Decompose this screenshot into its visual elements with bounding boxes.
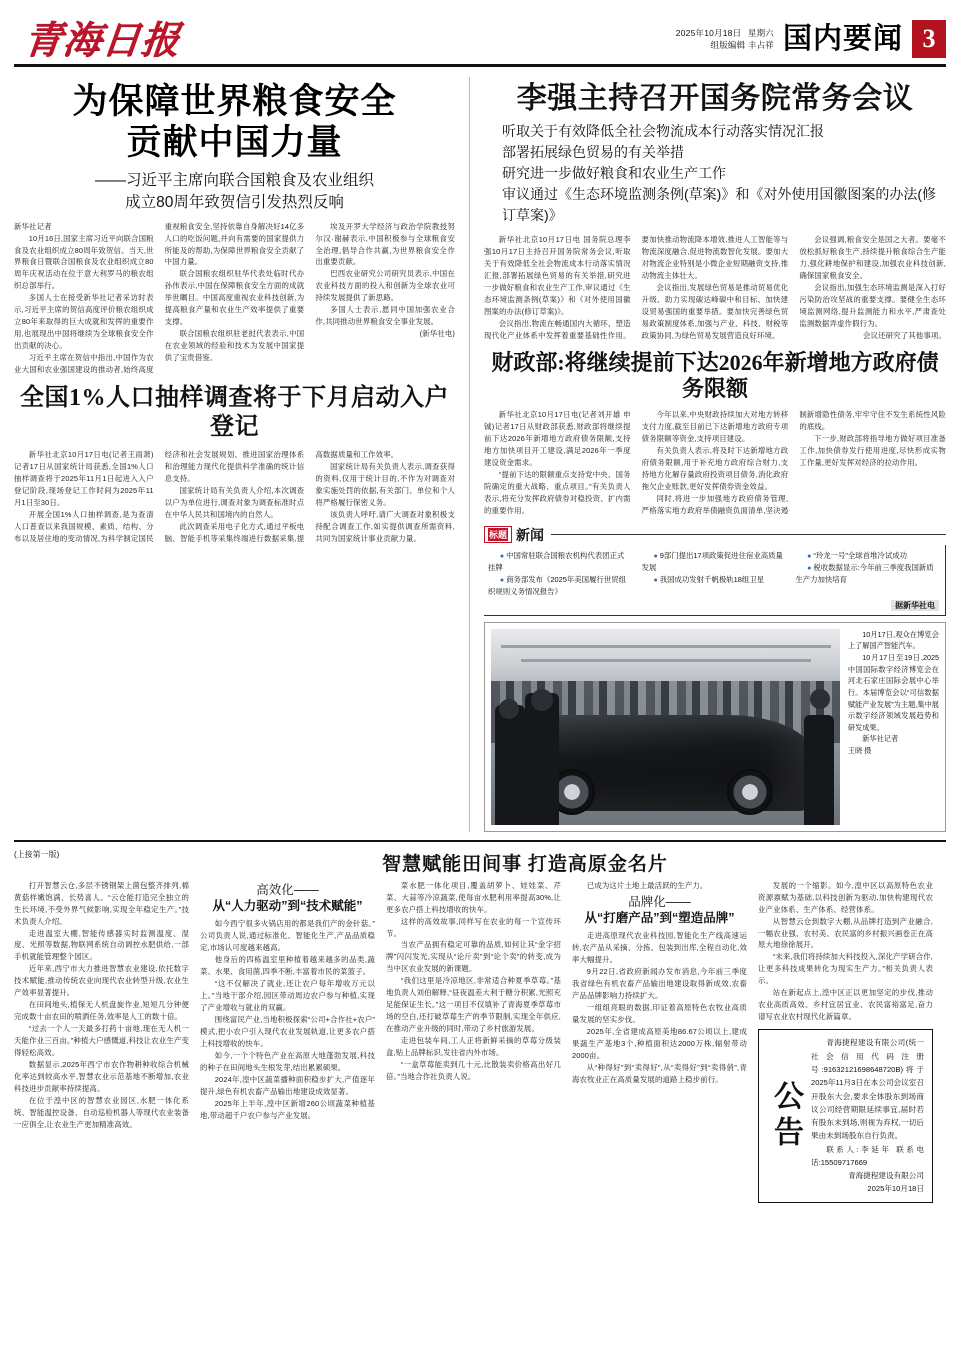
paragraph: 联合国粮农组织驻老挝代表表示,中国在农业领域的经验和技术为发展中国家提供了宝贵借鉴。 — [164, 329, 305, 363]
kicker-1-title: 高效化—— — [256, 882, 319, 897]
photo-credit-name: 王晓 摄 — [847, 746, 872, 756]
masthead — [14, 0, 946, 62]
paragraph: 走进温室大棚,智能传感器实时监测温度、湿度、光照等数据,物联网系统自动调控水肥供给,一部手机就能管理整个园区。 — [14, 928, 189, 962]
photo-caption — [848, 629, 939, 825]
photo-beam — [501, 645, 831, 648]
notice-label: 公告 — [769, 1080, 802, 1153]
paragraph: 数据显示,2025年西宁市农作物耕种收综合机械化率达到较高水平,智慧农业示范基地不断增加,农业科技进步贡献率持续提高。 — [14, 1060, 189, 1094]
left-main-subhead — [14, 170, 455, 215]
photo-visitor-head — [810, 689, 830, 709]
paragraph: “提前下达的限额重点支持党中央、国务院确定的重大战略、重点项目。”有关负责人表示,将充分发挥政府债券对稳投资、扩内需的重要作用。 — [484, 469, 631, 515]
paragraph: 埃及开罗大学经济与政治学院教授努尔汉·谢赫表示,中国积极参与全球粮食安全治理,倡导合作共赢,为世界粮食安全作出重要贡献。 — [315, 221, 456, 267]
paragraph: 走进高原现代农业科技园,智能化生产线高速运转,农产品从采摘、分拣、包装到出库,全程自动化,效率大幅提升。 — [572, 931, 747, 965]
paragraph: 下一步,财政部将指导地方做好项目准备工作,加快债券发行使用进度,尽快形成实物工作量,更好发挥对经济的拉动作用。 — [799, 433, 946, 467]
bottom-col-4 — [572, 880, 747, 1203]
subhead-line-1: ——习近平主席向联合国粮食及农业组织 — [95, 171, 375, 189]
bottom-col-4-body — [572, 880, 747, 892]
paragraph: 多国人士在接受新华社记者采访时表示,习近平主席的贺信高度评价粮农组织成立80年来取得的巨大成就和发挥的重要作用,也展现出中国将继续为全球粮食安全作出贡献的决心。 — [14, 293, 154, 351]
right-main-body — [484, 234, 946, 342]
photo-visitor-head — [499, 699, 519, 719]
headline-news-item[interactable]: ● 中国常驻联合国粮农机构代表团正式挂牌 — [488, 550, 632, 574]
right-column — [484, 77, 946, 832]
paragraph: 如今,一个个特色产业在高原大地蓬勃发展,科技的种子在田间地头生根发芽,结出累累硕果。 — [200, 1051, 375, 1073]
shoulder-line: 部署拓展绿色贸易的有关举措 — [502, 144, 684, 160]
paragraph: 在田间地头,植保无人机盘旋作业,短短几分钟便完成数十亩农田的喷洒任务,效率是人工的数十倍。 — [14, 1000, 189, 1022]
photo-visitor-head — [531, 689, 553, 711]
paragraph: 2025年上半年,湟中区新增260公顷蔬菜种植基地,带动超千户农户参与产业发展。 — [200, 1099, 375, 1121]
paragraph: 他身后的四栋温室里种植着越来越多的品类,蔬菜、水果、食用菌,四季不断,丰富着市民的菜篮子。 — [200, 955, 375, 977]
paragraph: 联合国粮农组织驻华代表处临时代办孙伟表示,中国在保障粮食安全方面的成就举世瞩目。中国高度重视农业科技创新,为提高粮食产量和农业生产效率提供了重要支撑。 — [164, 269, 305, 327]
masthead-right — [676, 20, 946, 60]
kicker-2-sub: 从“打磨产品”到“塑造品牌” — [584, 911, 735, 926]
left-second-headline: 全国1%人口抽样调查将于下月启动入户登记 — [20, 385, 450, 441]
right-main-shoulder — [484, 121, 946, 226]
bottom-section-divider — [14, 840, 946, 842]
editor-name: 丰占祥 — [747, 40, 774, 50]
headline-news-body — [484, 545, 946, 616]
shoulder-line: 听取关于有效降低全社会物流成本行动落实情况汇报 — [502, 123, 824, 139]
paragraph: 10月16日,国家主席习近平向联合国粮食及农业组织成立80周年致贺信。当天,世界粮食日暨联合国粮食及农业组织成立80周年庆祝活动在位于意大利罗马的粮农组织总部举行。 — [14, 233, 154, 291]
bottom-col-1-body — [14, 880, 189, 1132]
paragraph: 会议还研究了其他事项。 — [863, 330, 946, 340]
paragraph: 此次调查采用电子化方式,通过平板电脑、智能手机等采集终端进行数据采集,提高数据质量和工作效率。 — [164, 449, 399, 543]
photo-block — [484, 622, 946, 832]
paragraph: “这不仅解决了就业,还让农户每年增收万元以上。”当地干部介绍,园区带动周边农户参与种植,实现了产业增收与就业的双赢。 — [200, 979, 375, 1013]
right-main-headline: 李强主持召开国务院常务会议 — [516, 82, 914, 115]
left-main-headline — [14, 81, 455, 164]
headline-news-tag — [484, 526, 512, 543]
notice-date: 2025年10月18日 — [867, 1184, 924, 1194]
photo-visitor — [495, 705, 525, 825]
paragraph: 会议指出,发展绿色贸易是推动贸易优化升级、助力实现碳达峰碳中和目标、加快建设贸易强国的重要举措。要加快完善绿色贸易政策制度体系,加强与产业、科技、财税等政策协同,为绿色贸易发展营造良好环境。 — [641, 282, 789, 340]
left-second-body — [14, 449, 455, 545]
paragraph: 同时,将进一步加强地方政府债务管理,严格落实地方政府举债融资负面清单,坚决遏制新增隐性债务,牢牢守住不发生系统性风险的底线。 — [641, 409, 946, 515]
bottom-col-1 — [14, 880, 189, 1203]
bottom-col-4-body-2 — [572, 930, 747, 1086]
continued-from-note: (上接第一版) — [14, 849, 60, 859]
kicker-2 — [572, 894, 747, 928]
notice-company: 青海捷程建设有限公司 — [848, 1171, 924, 1181]
paragraph: 国家统计局有关负责人表示,调查获得的资料,仅用于统计目的,不作为对调查对象实施处罚的依据,有关部门、单位和个人将严格履行保密义务。 — [315, 461, 456, 507]
paragraph: 当农产品拥有稳定可靠的品质,如何让其“金字招牌”闪闪发光,实现从“论斤卖”到“论个卖”的转变,成为当中区农业发展的新课题。 — [386, 940, 561, 974]
photo-car-wheel — [727, 769, 773, 815]
headline-news-rule — [551, 534, 946, 535]
paragraph: 围绕富民产业,当地积极探索“公司+合作社+农户”模式,把小农户引入现代农业发展轨道,让更多农户搭上科技增收的快车。 — [200, 1015, 375, 1049]
headline-line-1: 为保障世界粮食安全 — [72, 82, 397, 121]
headline-line-2: 贡献中国力量 — [126, 123, 343, 163]
paragraph: 今年以来,中央财政持续加大对地方转移支付力度,截至目前已下达新增地方政府专项债务限额等资金,支持项目建设。 — [641, 409, 789, 443]
notice-contact: 联系人:李延年 联系电话:15509717669 — [811, 1144, 924, 1167]
byline: 新华社记者 — [14, 221, 52, 231]
paragraph: 国家统计局有关负责人介绍,本次调查以户为单位进行,调查对象为调查标准时点在中华人民共和国境内的自然人。 — [164, 485, 305, 519]
paragraph: 走进包装车间,工人正将新鲜采摘的草莓分级装盒,贴上品牌标识,发往省内外市场。 — [386, 1036, 561, 1058]
masthead-logo-wrap[interactable] — [14, 20, 183, 62]
paragraph: 习近平主席在贺信中指出,中国作为农业大国和农业强国建设的推动者,始终高度重视粮食安全,坚持依靠自身解决好14亿多人口的吃饭问题,并向有需要的国家提供力所能及的帮助,为保障世界粮食安全贡献了中国力量。 — [14, 221, 305, 375]
masthead-divider — [14, 64, 946, 67]
bottom-col-3-body — [386, 880, 561, 1084]
paragraph: 从“种得好”到“卖得好”,从“卖得好”到“卖得俏”,青海农牧业正在高质量发展的道路上稳步前行。 — [572, 1063, 747, 1085]
bottom-columns — [14, 880, 946, 1203]
kicker-1-sub: 从“人力驱动”到“技术赋能” — [212, 899, 363, 914]
column-separator — [469, 77, 470, 832]
public-notice-box — [758, 1029, 933, 1202]
paragraph: 新华社北京10月17日电 国务院总理李强10月17日主持召开国务院常务会议,听取关于有效降低全社会物流成本行动落实情况汇报,部署拓展绿色贸易的有关举措,研究进一步做好粮食和农业生产工作,审议通过《生态环境监测条例(草案)》和《对外使用国徽图案的办法(修订草案)》。 — [484, 235, 631, 316]
paragraph: 巴西农业研究公司研究员表示,中国在农业科技方面的投入和创新为全球农业可持续发展提供了新思路。 — [315, 269, 456, 303]
kicker-2-title: 品牌化—— — [628, 894, 691, 909]
paragraph: 该负责人呼吁,请广大调查对象积极支持配合调查工作,如实提供调查所需资料,共同为国家统计事业贡献力量。 — [315, 509, 456, 543]
paragraph: 开展全国1%人口抽样调查,是为查清人口普查以来我国规模、素质、结构、分布以及居住地的变动情况,为科学制定国民经济和社会发展规划、推进国家治理体系和治理能力现代化提供科学准确的统计信息支持。 — [14, 449, 305, 543]
editor-label: 组版编辑 — [710, 40, 746, 50]
headline-news-list — [488, 550, 939, 598]
issue-meta — [676, 27, 774, 52]
headline-news-item[interactable]: ● 我国成功发射千帆极轨18组卫星 — [642, 574, 786, 586]
notice-body — [811, 1036, 924, 1195]
issue-weekday: 星期六 — [747, 27, 774, 38]
editor-row — [676, 39, 774, 51]
paragraph: 9月22日,省政府新闻办发布消息,今年前三季度我省绿色有机农畜产品输出地建设取得新成效,农畜产品品牌影响力持续扩大。 — [572, 967, 747, 1001]
paragraph: “过去一个人一天最多打药十亩地,现在无人机一天能作业三百亩。”种植大户感慨道,科技让农业生产变得轻松高效。 — [14, 1024, 189, 1058]
left-column — [14, 77, 455, 832]
photo-visitor — [525, 693, 559, 825]
headline-news-item[interactable]: ● 9部门提出17项政策促进住宿业高质量发展 — [642, 550, 786, 574]
bottom-section-header — [14, 849, 946, 876]
kicker-1 — [200, 882, 375, 916]
bottom-col-5-body — [758, 880, 933, 1024]
headline-news-header — [484, 525, 946, 545]
top-area — [14, 77, 946, 832]
paragraph: 2025年,全省建成高原美地86.67公顷以上,建成果蔬生产基地3个,种植面积达2000万株,辐射带动2000亩。 — [572, 1027, 747, 1061]
paragraph: 新华社北京10月17日电(记者刘开雄 申铖)记者17日从财政部获悉,财政部将继续提前下达2026年新增地方政府债务限额,支持地方加快项目开工建设,满足2026年一季度建设资金需求。 — [484, 409, 631, 467]
left-main-body — [14, 221, 455, 377]
expo-photo — [491, 629, 840, 825]
page-number-badge: 3 — [912, 20, 946, 58]
photo-visitor — [804, 715, 834, 825]
photo-beam — [521, 659, 811, 662]
headline-news-source: 据新华社电 — [891, 600, 939, 611]
bottom-col-5 — [758, 880, 933, 1203]
paragraph: 2024年,湟中区蔬菜播种面积稳步扩大,产值逐年提升,绿色有机农畜产品输出地建设成效显著。 — [200, 1075, 375, 1097]
paragraph: “未来,我们将持续加大科技投入,深化产学研合作,让更多科技成果转化为现实生产力。”相关负责人表示。 — [758, 952, 933, 986]
shoulder-line: 研究进一步做好粮食和农业生产工作 — [502, 165, 726, 181]
paragraph: 有关负责人表示,将及时下达新增地方政府债务限额,用于补充地方政府综合财力,支持地方化解存量政府投资项目债务,消化政府拖欠企业账款,更好发挥债券资金效益。 — [641, 445, 789, 491]
shoulder-line: 审议通过《生态环境监测条例(草案)》和《对外使用国徽图案的办法(修订草案)》 — [502, 186, 936, 223]
paragraph: 多国人士表示,愿同中国加强农业合作,共同推动世界粮食安全事业发展。 — [315, 305, 456, 327]
right-second-body — [484, 409, 946, 517]
section-title: 国内要闻 — [782, 22, 903, 55]
headline-news-item[interactable]: ● “玲龙一号”全球首堆冷试成功 — [795, 550, 939, 562]
paragraph: 打开智慧云仓,多层不锈钢架上菌包整齐排列,棉黄菇样嫩饱满、长势喜人。“云仓能打造完全独立的生长环境,不受外界气候影响,实现全年稳定生产。”技术负责人介绍。 — [14, 880, 189, 926]
headline-news-tag-text: 标题 — [489, 530, 508, 540]
photo-ceiling — [491, 629, 840, 687]
bottom-col-2 — [200, 880, 375, 1203]
paragraph: 新华社北京10月17日电(记者王雨萧)记者17日从国家统计局获悉,全国1%人口抽样调查将于2025年11月1日起进入入户登记阶段,现场登记工作时间为2025年11月1日至30日。 — [14, 449, 154, 507]
paragraph: 菜水肥一体化项目,覆盖胡萝卜、娃娃菜、芹菜、大蒜等冷凉蔬菜,使每亩水肥利用率提高30%,让更多农户搭上科技增收的快车。 — [386, 880, 561, 914]
bottom-section-title: 智慧赋能田间事 打造高原金名片 — [382, 853, 668, 875]
headline-news-item[interactable]: ● 税收数据显示:今年前三季度我国新质生产力加快培育 — [795, 562, 939, 586]
notice-text: 青海捷程建设有限公司(统一社会信用代码注册号:91632121698648720B)将于2025年11月3日在本公司会议室召开股东大会,要求全体股东到场商议公司经营期限延续事宜,届时若有股东未到场,则视为弃权,一切后果由未到场股东自行负责。 — [811, 1038, 924, 1141]
paragraph: 站在新起点上,湟中区正以更加坚定的步伐,推动农业高质高效、乡村宜居宜业、农民富裕富足,奋力谱写农业农村现代化新篇章。 — [758, 988, 933, 1022]
subhead-line-2: 成立80周年致贺信引发热烈反响 — [125, 194, 344, 212]
headline-news-box — [484, 525, 946, 616]
paragraph: 会议强调,粮食安全是国之大者。要毫不放松抓好粮食生产,持续提升粮食综合生产能力,强化耕地保护和建设,加强农业科技创新,确保国家粮食安全。 — [799, 235, 946, 280]
issue-date: 2025年10月18日 — [675, 27, 742, 38]
right-second-headline: 财政部:将继续提前下达2026年新增地方政府债务限额 — [491, 349, 939, 402]
headline-news-item[interactable]: ● 商务部发布《2025年美国履行世贸组织规则义务情况报告》 — [488, 574, 632, 598]
paragraph: 一组组亮眼的数据,印证着高原特色农牧业高质量发展的坚实步伐。 — [572, 1003, 747, 1025]
paragraph: 从智慧云仓到数字大棚,从品牌打造到产业融合,一幅农业强、农村美、农民富的乡村振兴画卷正在高原大地徐徐展开。 — [758, 916, 933, 950]
photo-caption-line: 10月17日至19日,2025中国国际数字经济博览会在河北石家庄国际会展中心举行。本届博览会以“可信数据赋能产业发展”为主题,集中展示数字经济领域发展趋势和研发成果。 — [847, 652, 939, 732]
paragraph: 发展的一个缩影。如今,湟中区以高原特色农业资源禀赋为基础,以科技创新为驱动,加快构建现代农业产业体系、生产体系、经营体系。 — [758, 880, 933, 914]
paragraph: 近年来,西宁市大力推进智慧农业建设,依托数字技术赋能,推动传统农业向现代农业转型升级,农业生产效率显著提升。 — [14, 964, 189, 998]
bottom-col-3 — [386, 880, 561, 1203]
headline-news-label: 新闻 — [516, 526, 545, 543]
photo-credit-label: 新华社记者 — [862, 734, 899, 744]
paragraph: 会议指出,物流在畅通国内大循环、塑造现代化产业体系中发挥着重要基础性作用。要加快推动物流降本增效,推进人工智能等与物流深度融合,促进物流数智化发展。要加大对物流企业特别是小微企业短期融资支持,推动物流主体壮大。 — [484, 235, 789, 340]
issue-date-row — [676, 27, 774, 39]
paragraph: 已成为这片土地上最活跃的生产力。 — [586, 880, 708, 890]
paragraph: “一盒草莓能卖到几十元,比散装卖价格高出好几倍。”当地合作社负责人说。 — [386, 1060, 561, 1082]
paragraph: 会议指出,加强生态环境监测是深入打好污染防治攻坚战的重要支撑。要健全生态环境监测网络,提升监测能力和水平,严肃查处监测数据弄虚作假行为。 — [799, 282, 946, 328]
newspaper-logo[interactable]: 青海日报 — [21, 20, 183, 62]
paragraph: 在位于湟中区的智慧农业园区,水肥一体化系统、智能温控设备、自动巡检机器人等现代农业装备一应俱全,让农业生产更加精准高效。 — [14, 1096, 189, 1130]
photo-caption-line: 10月17日,观众在博览会上了解国产智能汽车。 — [847, 629, 939, 651]
bottom-col-2-body — [200, 918, 375, 1122]
end-mark: (新华社电) — [419, 329, 456, 339]
paragraph: 如今西宁很多火锅店用的都是我们产的金针菇。”公司负责人说,通过标准化、智能化生产,产品品质稳定,市场认可度越来越高。 — [200, 919, 375, 953]
paragraph: “我们这里是冷凉地区,非常适合种夏季草莓。”基地负责人刘伯解释,“昼夜温差大利于糖分积累,光照充足能保证生长。”这一项目不仅填补了青海夏季草莓市场的空白,还打破草莓生产的季节限制,实现全年供应,在推动产业升级的同时,带动了乡村旅游发展。 — [386, 976, 561, 1034]
paragraph: 这样的高效故事,同样写在农业的每一个宣传环节。 — [386, 916, 561, 938]
